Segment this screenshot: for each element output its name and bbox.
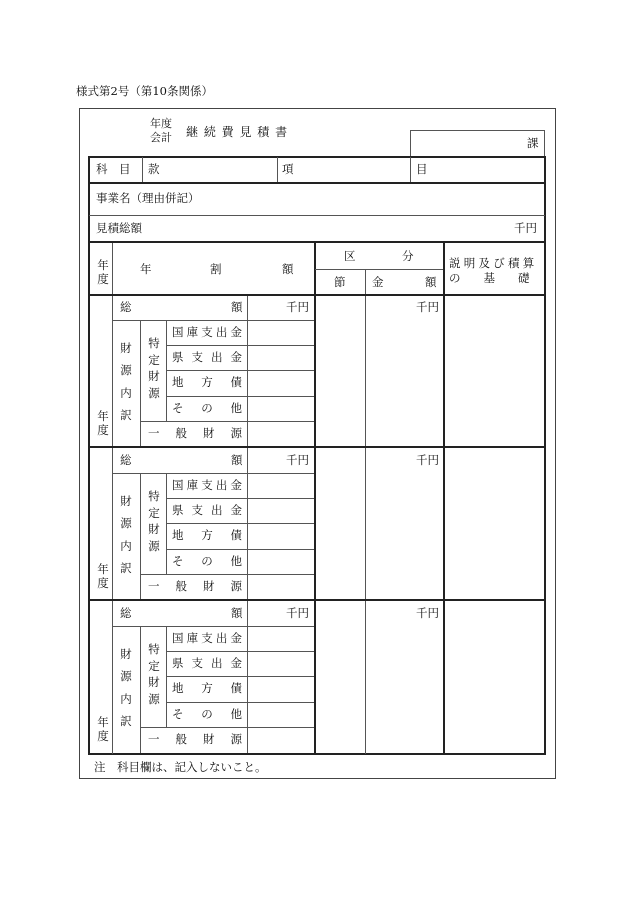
block3-total-a: 総 [120,606,132,620]
block1-total-unit: 千円 [286,300,309,314]
header-nen: 年 [140,262,152,276]
header-explanation-line1: 説 明 及 び 積 算 [449,256,535,270]
block3-row-kokko: 国 庫 支 出 金 [172,631,242,645]
block1-row-kokko: 国 庫 支 出 金 [172,325,242,339]
block2-zaigen: 財源内訳 [120,494,132,576]
block2-zaigen-divider [140,474,141,600]
header-wari: 割 [210,262,222,276]
block2-row-ken: 県 支 出 金 [172,503,242,517]
block1-total-b: 額 [231,300,243,314]
block1-row-border-2 [167,370,314,371]
header-bottom-border [88,294,545,296]
block3-amount-divider [247,601,248,753]
section-box-top [410,130,545,131]
block2-row-border-4 [141,574,314,575]
block1-row-sonota: そ の 他 [172,401,242,415]
block3-total-b: 額 [231,606,243,620]
block1-zaigen-divider [140,321,141,447]
kubun-divider [315,269,444,270]
block1-row-chihosai: 地 方 債 [172,375,242,389]
block3-row-ken: 県 支 出 金 [172,656,242,670]
header-ku: 区 [344,249,356,263]
block3-row-chihosai: 地 方 債 [172,681,242,695]
account-label: 会計 [150,131,172,144]
year-label: 年度 [150,117,172,130]
estimate-total-label: 見積総額 [96,221,142,235]
section-suffix: 課 [527,136,539,150]
block2-row-ippan: 一 般 財 源 [148,579,242,593]
block3-row-border-4 [141,727,314,728]
explanation-column-divider [443,243,445,754]
block1-row-ippan: 一 般 財 源 [148,426,242,440]
estimate-total-unit: 千円 [514,221,537,235]
block1-tokutei-divider [166,321,167,422]
block3-zaigen: 財源内訳 [120,647,132,729]
block3-year-label: 年度 [97,715,109,744]
block3-total-border [113,626,314,627]
subject-label: 科 目 [96,162,131,176]
block1-amount-divider [247,296,248,447]
block2-total-unit: 千円 [286,453,309,467]
block2-row-border-2 [167,523,314,524]
block1-row-border-4 [141,421,314,422]
amount-column-divider [314,243,316,754]
header-explanation-line2: の 基 礎 [449,271,530,285]
project-name-label: 事業名（理由併記） [96,191,200,205]
estimate-row-border [88,241,545,243]
block3-row-border-3 [167,702,314,703]
block2-total-b: 額 [231,453,243,467]
subject-row-border [88,182,545,184]
block2-row-chihosai: 地 方 債 [172,528,242,542]
block1-zaigen: 財源内訳 [120,341,132,423]
subject-moku: 目 [416,162,428,176]
block2-bottom-border [88,599,545,601]
header-year: 年度 [97,258,109,287]
block3-total-unit: 千円 [286,606,309,620]
block2-total-a: 総 [120,453,132,467]
section-box-left [410,130,411,156]
block2-tokutei: 特定財源 [148,489,160,554]
header-gaku: 額 [282,262,294,276]
block3-row-ippan: 一 般 財 源 [148,732,242,746]
block3-zaigen-divider [140,627,141,753]
block3-amount-unit: 千円 [416,606,439,620]
block1-row-ken: 県 支 出 金 [172,350,242,364]
subject-divider-3 [410,157,411,183]
block2-amount-divider [247,448,248,600]
block1-total-a: 総 [120,300,132,314]
header-kin: 金 [372,275,384,289]
subject-kou: 項 [282,162,294,176]
block2-row-border-3 [167,549,314,550]
block2-amount-unit: 千円 [416,453,439,467]
block1-bottom-border [88,446,545,448]
table-right-border [544,156,546,755]
block1-total-border [113,320,314,321]
header-bun: 分 [402,249,414,263]
block3-tokutei: 特定財源 [148,642,160,707]
table-left-border [88,156,90,755]
block1-tokutei: 特定財源 [148,336,160,401]
block3-row-border-1 [167,651,314,652]
block2-total-border [113,473,314,474]
block3-tokutei-divider [166,627,167,728]
header-setsu: 節 [334,275,346,289]
table-bottom-border [88,753,546,755]
block3-row-sonota: そ の 他 [172,707,242,721]
subject-divider-1 [142,157,143,183]
subject-kan: 款 [148,162,160,176]
section-box-right [544,130,545,156]
document-title: 継 続 費 見 積 書 [186,125,289,139]
project-row-border [89,215,545,216]
block1-amount-unit: 千円 [416,300,439,314]
block1-row-border-3 [167,396,314,397]
block1-row-border-1 [167,345,314,346]
block2-row-border-1 [167,498,314,499]
table-top-border [88,156,545,158]
header-gaku2: 額 [425,275,437,289]
subject-divider-2 [277,157,278,183]
form-label: 様式第2号（第10条関係） [76,84,213,98]
block2-tokutei-divider [166,474,167,575]
footnote: 注 科目欄は、記入しないこと。 [94,760,267,774]
block1-year-label: 年度 [97,409,109,438]
block2-row-sonota: そ の 他 [172,554,242,568]
block2-year-label: 年度 [97,562,109,591]
block2-row-kokko: 国 庫 支 出 金 [172,478,242,492]
block3-row-border-2 [167,676,314,677]
setsu-column-divider [365,269,366,754]
